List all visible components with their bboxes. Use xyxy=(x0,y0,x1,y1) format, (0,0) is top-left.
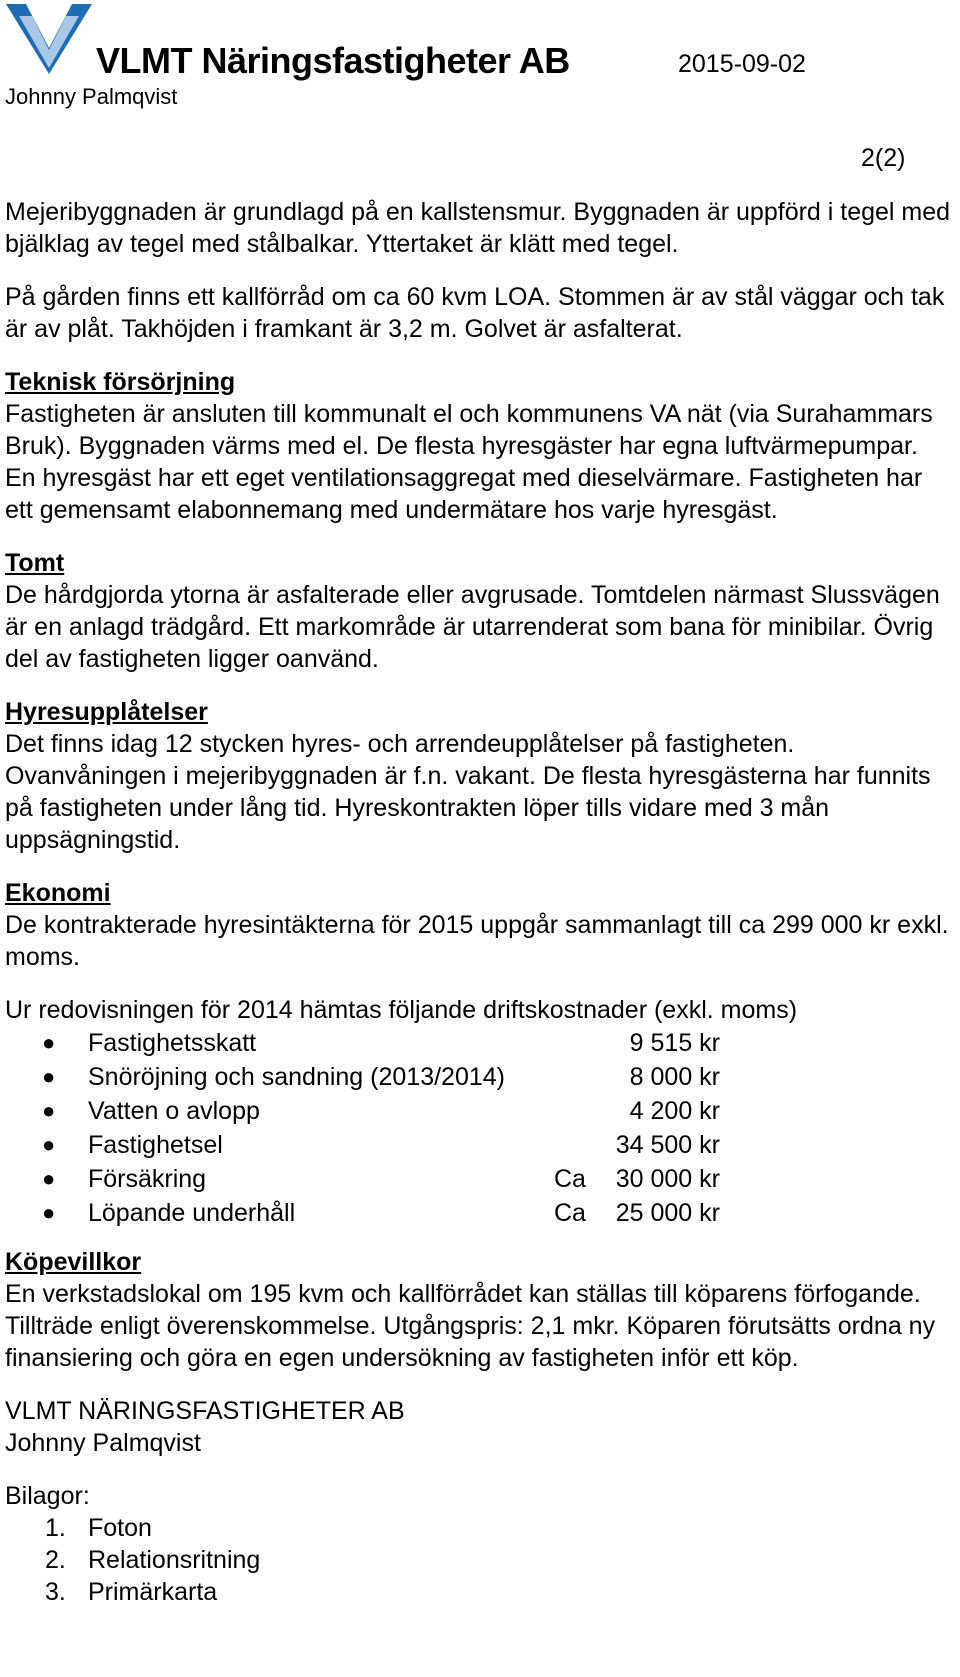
section-heading-leases: Hyresupplåtelser xyxy=(5,698,208,726)
cost-amount: 30 000 kr xyxy=(615,1165,720,1193)
signature-name: Johnny Palmqvist xyxy=(5,1429,201,1457)
cost-prefix: Ca xyxy=(554,1165,586,1193)
cost-amount: 34 500 kr xyxy=(615,1131,720,1159)
attachment-item xyxy=(5,1576,955,1608)
cost-item xyxy=(5,1060,955,1094)
section-heading-technical: Teknisk försörjning xyxy=(5,368,236,396)
bullet-icon: ● xyxy=(42,1200,56,1225)
company-name: VLMT Näringsfastigheter AB xyxy=(96,40,570,81)
section-text-technical: Fastigheten är ansluten till kommunalt el och kommunens VA nät (via Surahammars Bruk). Byggnaden värms med el. De flesta hyresgäster har egna luftvärmepumpar. En hyresgäst har ett eget ventilationsaggregat med dieselvärmare. Fastigheten har ett gemensamt elabonnemang med undermätare hos varje hyresgäst. xyxy=(5,400,933,524)
intro-paragraph-storage: På gården finns ett kallförråd om ca 60 kvm LOA. Stommen är av stål väggar och tak är av plåt. Takhöjden i framkant är 3,2 m. Golvet är asfalterat. xyxy=(5,283,945,343)
attachment-item xyxy=(5,1544,955,1576)
author-name: Johnny Palmqvist xyxy=(5,84,178,109)
section-heading-site: Tomt xyxy=(5,549,65,577)
cost-amount: 8 000 kr xyxy=(629,1063,720,1091)
signature-company: VLMT NÄRINGSFASTIGHETER AB xyxy=(5,1397,405,1425)
attachments-label: Bilagor: xyxy=(5,1482,90,1510)
document-date: 2015-09-02 xyxy=(678,50,806,78)
attachment-number: 1. xyxy=(45,1514,66,1542)
section-heading-terms: Köpevillkor xyxy=(5,1248,142,1276)
page-header xyxy=(0,0,960,120)
bullet-icon: ● xyxy=(42,1098,56,1123)
cost-item xyxy=(5,1128,955,1162)
section-text-terms: En verkstadslokal om 195 kvm och kallförrådet kan ställas till köparens förfogande. Tillträde enligt överenskommelse. Utgångspris: 2,1 mkr. Köparen förutsätts ordna ny finansiering och göra en egen undersökning av fastigheten inför ett köp. xyxy=(5,1280,936,1372)
cost-name: Fastighetsskatt xyxy=(88,1029,257,1057)
cost-name: Fastighetsel xyxy=(88,1131,223,1159)
cost-item xyxy=(5,1094,955,1128)
signature-block xyxy=(5,1395,955,1459)
bullet-icon: ● xyxy=(42,1030,56,1055)
cost-name: Snöröjning och sandning (2013/2014) xyxy=(88,1063,505,1091)
cost-amount: 4 200 kr xyxy=(629,1097,720,1125)
intro-paragraph-building: Mejeribyggnaden är grundlagd på en kallstensmur. Byggnaden är uppförd i tegel med bjälklag av tegel med stålbalkar. Yttertaket är klätt med tegel. xyxy=(5,198,951,258)
cost-item xyxy=(5,1026,955,1060)
cost-name: Löpande underhåll xyxy=(88,1199,296,1227)
cost-item xyxy=(5,1162,955,1196)
vlmt-logo-icon xyxy=(6,4,92,74)
cost-amount: 9 515 kr xyxy=(629,1029,720,1057)
attachment-title: Foton xyxy=(88,1514,152,1542)
costs-intro: Ur redovisningen för 2014 hämtas följande driftskostnader (exkl. moms) xyxy=(5,996,798,1024)
cost-amount: 25 000 kr xyxy=(615,1199,720,1227)
document-body xyxy=(5,196,955,1608)
cost-prefix: Ca xyxy=(554,1199,586,1227)
attachment-title: Relationsritning xyxy=(88,1546,261,1574)
page-number: 2(2) xyxy=(861,144,906,172)
section-text-site: De hårdgjorda ytorna är asfalterade eller avgrusade. Tomtdelen närmast Slussvägen är en anlagd trädgård. Ett markområde är utarrenderat som bana för minibilar. Övrig del av fastigheten ligger oanvänd. xyxy=(5,581,940,673)
bullet-icon: ● xyxy=(42,1166,56,1191)
cost-name: Försäkring xyxy=(88,1165,207,1193)
attachments-list xyxy=(5,1512,955,1608)
attachment-title: Primärkarta xyxy=(88,1578,218,1606)
section-text-leases: Det finns idag 12 stycken hyres- och arrendeupplåtelser på fastigheten. Ovanvåningen i mejeribyggnaden är f.n. vakant. De flesta hyresgästerna har funnits på fastigheten under lång tid. Hyreskontrakten löper tills vidare med 3 mån uppsägningstid. xyxy=(5,730,931,854)
attachment-number: 2. xyxy=(45,1546,66,1574)
bullet-icon: ● xyxy=(42,1132,56,1157)
operating-costs-list xyxy=(5,1026,955,1230)
section-heading-economy: Ekonomi xyxy=(5,879,111,907)
section-text-economy: De kontrakterade hyresintäkterna för 2015 uppgår sammanlagt till ca 299 000 kr exkl. moms. xyxy=(5,911,949,971)
cost-item xyxy=(5,1196,955,1230)
attachment-number: 3. xyxy=(45,1578,66,1606)
attachment-item xyxy=(5,1512,955,1544)
cost-name: Vatten o avlopp xyxy=(88,1097,260,1125)
bullet-icon: ● xyxy=(42,1064,56,1089)
